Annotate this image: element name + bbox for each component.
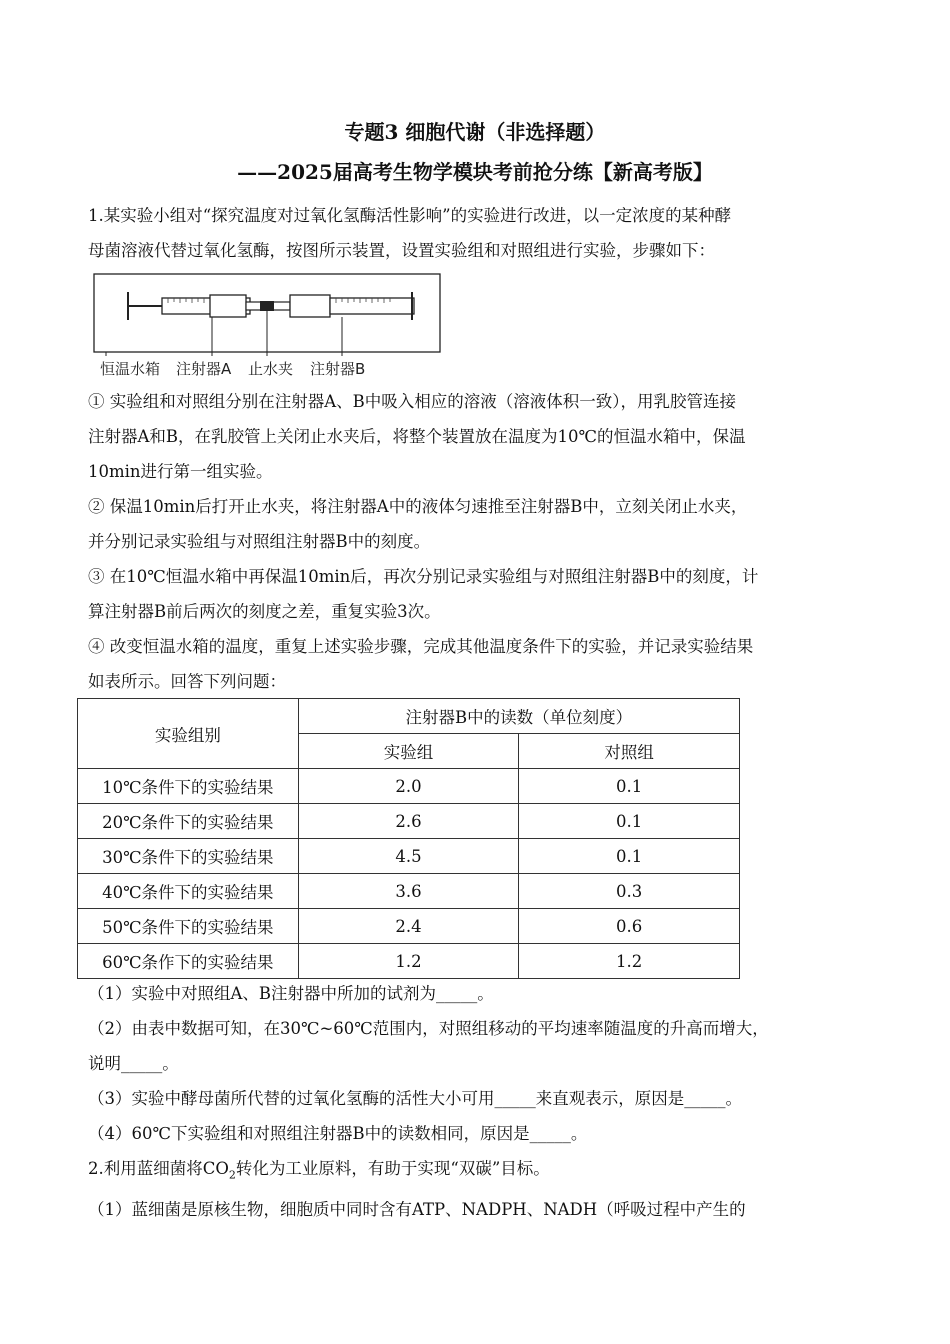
row-control: 0.1 (519, 804, 740, 839)
results-table (77, 698, 740, 979)
q2-text-a: 2.利用蓝细菌将CO (88, 1159, 229, 1178)
question-1-subquestions (88, 976, 888, 1227)
subquestion-line: （4）60℃下实验组和对照组注射器B中的读数相同，原因是_____。 (88, 1124, 588, 1143)
question-2-line-1 (88, 1151, 888, 1192)
intro-line: 母菌溶液代替过氧化氢酶，按图所示装置，设置实验组和对照组进行实验，步骤如下： (88, 241, 715, 260)
question-1-intro (88, 198, 868, 268)
apparatus-figure (92, 272, 442, 384)
row-label: 50℃条件下的实验结果 (78, 909, 299, 944)
step-line: ① 实验组和对照组分别在注射器A、B中吸入相应的溶液（溶液体积一致），用乳胶管连接 (88, 392, 737, 411)
row-control: 1.2 (519, 944, 740, 979)
step-line: ④ 改变恒温水箱的温度，重复上述实验步骤，完成其他温度条件下的实验，并记录实验结果 (88, 637, 754, 656)
table-header-row (78, 699, 740, 734)
step-line: 并分别记录实验组与对照组注射器B中的刻度。 (88, 532, 431, 551)
label-stop-clamp: 止水夹 (248, 360, 294, 378)
step-line: 注射器A和B，在乳胶管上关闭止水夹后，将整个装置放在温度为10℃的恒温水箱中，保温 (88, 427, 746, 446)
table-row (78, 874, 740, 909)
row-control: 0.1 (519, 769, 740, 804)
question-1-steps (88, 384, 868, 699)
row-label: 10℃条件下的实验结果 (78, 769, 299, 804)
title-line-1: 专题3 细胞代谢（非选择题） (344, 120, 606, 144)
row-control: 0.6 (519, 909, 740, 944)
header-group: 实验组别 (78, 699, 299, 769)
subquestion-line: （3）实验中酵母菌所代替的过氧化氢酶的活性大小可用_____来直观表示，原因是_____。 (88, 1089, 742, 1108)
step-line: 如表所示。回答下列问题： (88, 672, 286, 691)
row-label: 60℃条作下的实验结果 (78, 944, 299, 979)
header-experiment: 实验组 (298, 734, 519, 769)
question-2-line-2: （1）蓝细菌是原核生物，细胞质中同时含有ATP、NADPH、NADH（呼吸过程中产生的 (88, 1200, 746, 1220)
table-row (78, 909, 740, 944)
step-line: ② 保温10min后打开止水夹，将注射器A中的液体匀速推至注射器B中，立刻关闭止水夹， (88, 497, 748, 516)
table-row (78, 944, 740, 979)
syringe-a-body (210, 295, 246, 317)
subquestion-line: （1）实验中对照组A、B注射器中所加的试剂为_____。 (88, 984, 494, 1003)
row-experiment: 2.4 (298, 909, 519, 944)
q2-text-b: 转化为工业原料，有助于实现“双碳”目标。 (235, 1159, 550, 1178)
subquestion-line: （2）由表中数据可知，在30℃~60℃范围内，对照组移动的平均速率随温度的升高而增大， (88, 1019, 769, 1038)
subquestion-line: 说明_____。 (88, 1054, 179, 1073)
row-label: 20℃条件下的实验结果 (78, 804, 299, 839)
table-row (78, 769, 740, 804)
step-line: ③ 在10℃恒温水箱中再保温10min后，再次分别记录实验组与对照组注射器B中的刻度，计 (88, 567, 759, 586)
header-control: 对照组 (519, 734, 740, 769)
q2-subscript: 2 (228, 1168, 236, 1182)
row-label: 30℃条件下的实验结果 (78, 839, 299, 874)
row-experiment: 2.0 (298, 769, 519, 804)
row-experiment: 1.2 (298, 944, 519, 979)
row-experiment: 3.6 (298, 874, 519, 909)
table-row (78, 839, 740, 874)
syringe-b-body (290, 295, 330, 317)
title-line-2: ——2025届高考生物学模块考前抢分练【新高考版】 (237, 160, 713, 184)
label-water-bath: 恒温水箱 (100, 360, 161, 378)
intro-line: 1.某实验小组对“探究温度对过氧化氢酶活性影响”的实验进行改进，以一定浓度的某种酵 (88, 206, 732, 225)
label-syringe-a: 注射器A (176, 360, 232, 378)
row-experiment: 2.6 (298, 804, 519, 839)
row-experiment: 4.5 (298, 839, 519, 874)
label-syringe-b: 注射器B (310, 360, 366, 378)
row-control: 0.3 (519, 874, 740, 909)
step-line: 10min进行第一组实验。 (88, 462, 273, 481)
header-reading: 注射器B中的读数（单位刻度） (298, 699, 739, 734)
stop-clamp (260, 301, 274, 311)
step-line: 算注射器B前后两次的刻度之差，重复实验3次。 (88, 602, 441, 621)
row-control: 0.1 (519, 839, 740, 874)
row-label: 40℃条件下的实验结果 (78, 874, 299, 909)
table-row (78, 804, 740, 839)
